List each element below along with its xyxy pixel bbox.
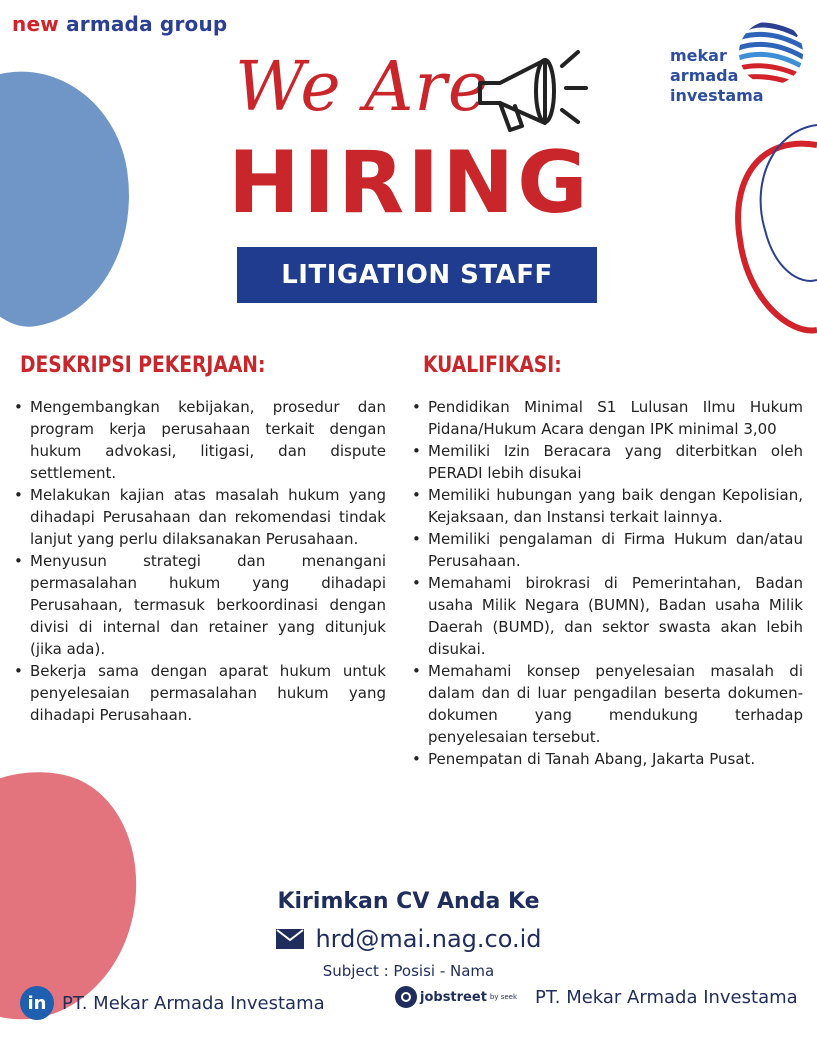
list-item: • Bekerja sama dengan aparat hukum untuk penyelesaian permasalahan hukum yang dihadapi Perusahaan.	[12, 660, 386, 726]
position-banner	[237, 247, 597, 303]
striped-globe-icon	[738, 20, 804, 86]
job-description-list	[12, 396, 386, 726]
we-are-heading: We Are	[235, 48, 490, 127]
list-item: • Mengembangkan kebijakan, prosedur dan program kerja perusahaan terkait dengan hukum advokasi, litigasi, dan dispute settlement.	[12, 396, 386, 484]
list-item: • Memiliki Izin Beracara yang diterbitkan oleh PERADI lebih disukai	[410, 440, 803, 484]
jobstreet-by-seek: by seek	[489, 993, 518, 1001]
linkedin-icon-label: in	[27, 992, 47, 1014]
send-cv-heading: Kirimkan CV Anda Ke	[277, 889, 540, 914]
position-title: LITIGATION STAFF	[281, 260, 553, 290]
jobstreet-logo	[395, 986, 517, 1008]
linkedin-footer[interactable]	[20, 986, 325, 1020]
linkedin-icon	[20, 986, 54, 1020]
jobstreet-icon	[395, 986, 417, 1008]
list-item: • Penempatan di Tanah Abang, Jakarta Pusat.	[410, 748, 803, 770]
jobstreet-label: jobstreet	[420, 989, 487, 1005]
list-item: • Memiliki pengalaman di Firma Hukum dan/atau Perusahaan.	[410, 528, 803, 572]
list-item: • Melakukan kajian atas masalah hukum yang dihadapi Perusahaan dan rekomendasi tindak lanjut yang perlu dilaksanakan Perusahaan.	[12, 484, 386, 550]
company-brand-logo	[12, 12, 227, 36]
email-subject-format: Subject : Posisi - Nama	[322, 962, 495, 980]
list-item: • Memahami konsep penyelesaian masalah di dalam dan di luar pengadilan beserta dokumen-dokumen yang mendukung terhadap penyelesaian tersebut.	[410, 660, 803, 748]
jobstreet-footer[interactable]	[395, 986, 798, 1008]
list-item: • Memiliki hubungan yang baik dengan Kepolisian, Kejaksaan, dan Instansi terkait lainnya.	[410, 484, 803, 528]
email-row	[0, 925, 817, 953]
partner-logo	[670, 46, 805, 106]
jobstreet-company-name: PT. Mekar Armada Investama	[535, 986, 798, 1008]
job-description-title: DESKRIPSI PEKERJAAN:	[20, 353, 266, 378]
partner-logo-line-2: armada	[670, 66, 739, 85]
qualifications-list	[410, 396, 803, 770]
partner-logo-line-1: mekar	[670, 46, 727, 65]
list-item: • Memahami birokrasi di Pemerintahan, Badan usaha Milik Negara (BUMN), Badan usaha Milik Daerah (BUMD), dan sektor swasta akan lebih disukai.	[410, 572, 803, 660]
brand-word-armada-group: armada group	[66, 12, 228, 36]
megaphone-icon	[470, 38, 590, 133]
hiring-heading: HIRING	[228, 133, 591, 233]
decorative-swirl	[720, 110, 817, 350]
list-item: • Menyusun strategi dan menangani permasalahan hukum yang dihadapi Perusahaan, termasuk berkoordinasi dengan divisi di internal dan retainer yang ditunjuk (jika ada).	[12, 550, 386, 660]
partner-logo-line-3: investama	[670, 86, 764, 105]
brand-word-new: new	[12, 12, 59, 36]
decorative-blue-blob	[0, 58, 147, 337]
email-address[interactable]: hrd@mai.nag.co.id	[315, 925, 542, 953]
qualifications-title: KUALIFIKASI:	[423, 353, 562, 378]
envelope-icon	[275, 928, 305, 950]
list-item: • Pendidikan Minimal S1 Lulusan Ilmu Hukum Pidana/Hukum Acara dengan IPK minimal 3,00	[410, 396, 803, 440]
linkedin-company-name: PT. Mekar Armada Investama	[62, 992, 325, 1014]
